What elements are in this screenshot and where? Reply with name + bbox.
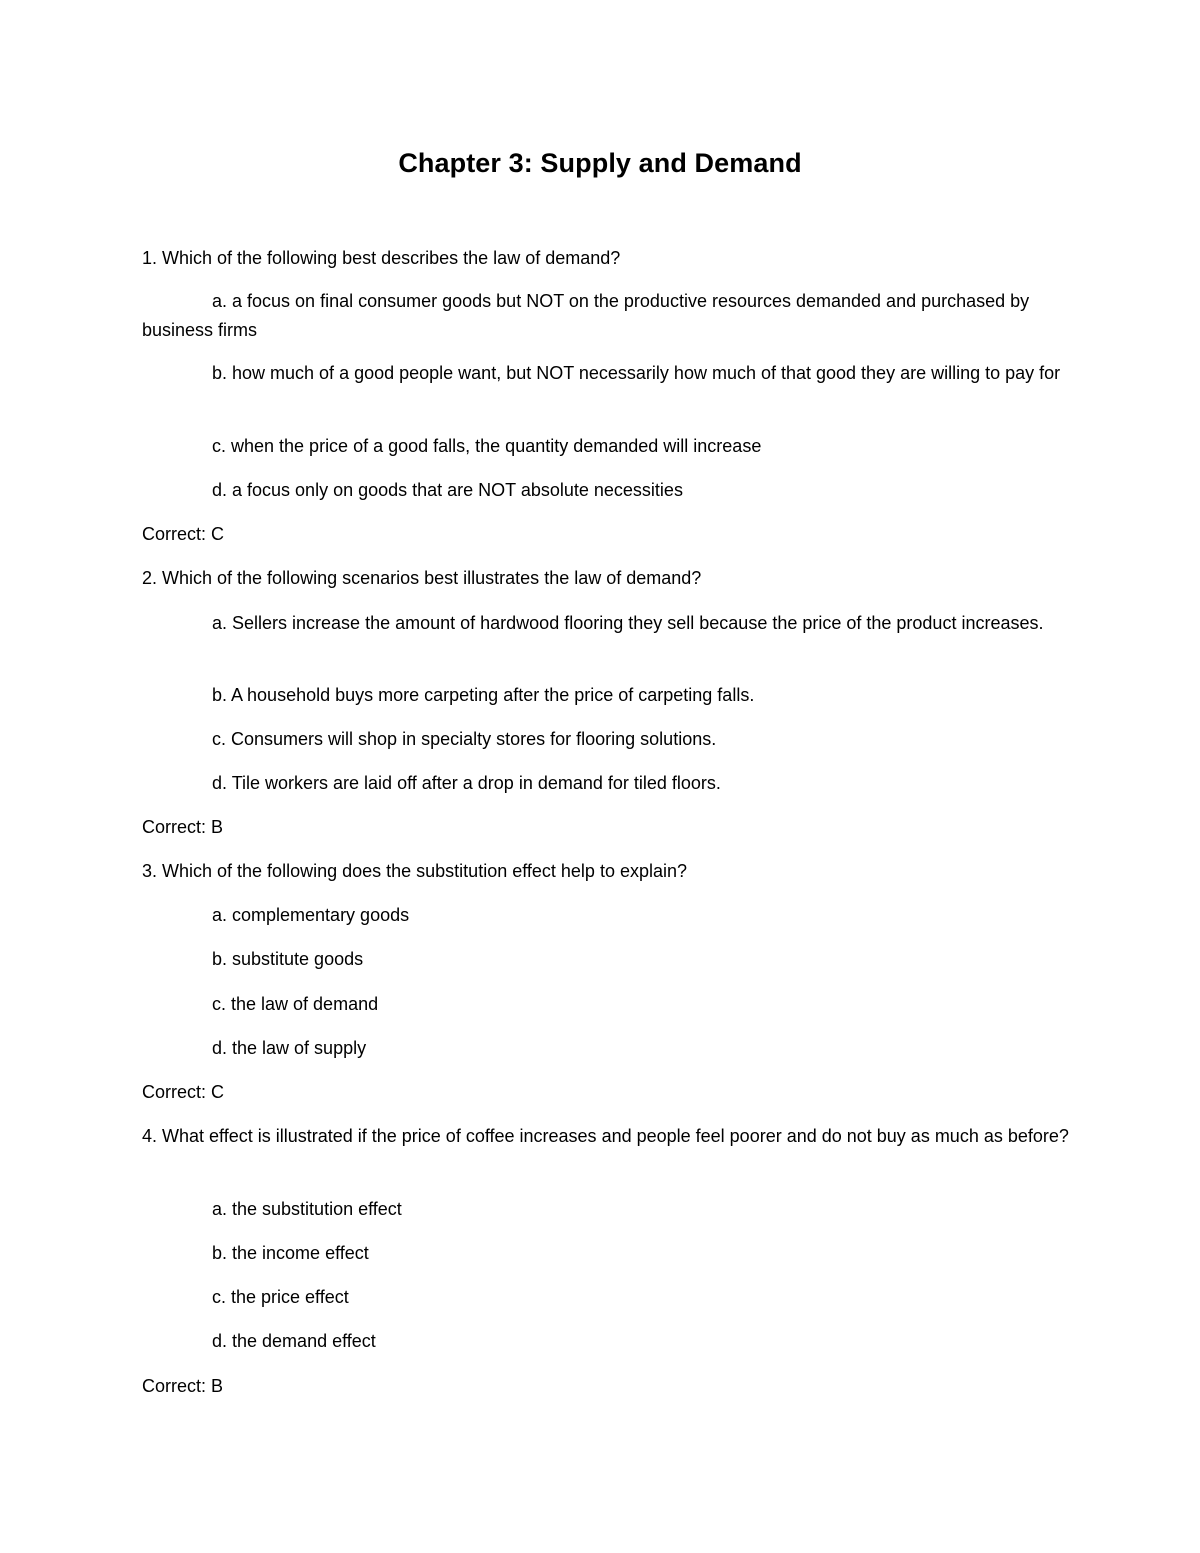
page-title: Chapter 3: Supply and Demand bbox=[398, 148, 802, 178]
question-3-stem: 3. Which of the following does the substitution effect help to explain? bbox=[142, 861, 688, 881]
question-2-option-b: b. A household buys more carpeting after the price of carpeting falls. bbox=[212, 685, 755, 705]
question-1-option-c: c. when the price of a good falls, the quantity demanded will increase bbox=[212, 436, 762, 456]
question-2-option-c: c. Consumers will shop in specialty stores for flooring solutions. bbox=[212, 729, 717, 749]
question-3-answer: Correct: C bbox=[142, 1082, 225, 1102]
question-2-option-a: a. Sellers increase the amount of hardwood flooring they sell because the price of the product increases. bbox=[212, 613, 1044, 633]
question-3-option-a: a. complementary goods bbox=[212, 905, 410, 925]
question-4-option-b: b. the income effect bbox=[212, 1243, 369, 1263]
question-3-option-b: b. substitute goods bbox=[212, 949, 364, 969]
question-1-option-d: d. a focus only on goods that are NOT absolute necessities bbox=[212, 480, 683, 500]
question-4-option-a: a. the substitution effect bbox=[212, 1199, 402, 1219]
question-3-option-d: d. the law of supply bbox=[212, 1038, 367, 1058]
question-1-option-b: b. how much of a good people want, but NOT necessarily how much of that good they are willing to pay for bbox=[212, 363, 1061, 383]
question-1-stem: 1. Which of the following best describes the law of demand? bbox=[142, 248, 621, 268]
question-1-answer: Correct: C bbox=[142, 524, 225, 544]
question-4-option-c: c. the price effect bbox=[212, 1287, 349, 1307]
question-2-answer: Correct: B bbox=[142, 817, 224, 837]
question-4-stem: 4. What effect is illustrated if the price of coffee increases and people feel poorer and do not buy as much as before? bbox=[142, 1126, 1069, 1146]
question-3-option-c: c. the law of demand bbox=[212, 994, 379, 1014]
question-2-stem: 2. Which of the following scenarios best illustrates the law of demand? bbox=[142, 568, 702, 588]
question-4-option-d: d. the demand effect bbox=[212, 1331, 376, 1351]
question-2-option-d: d. Tile workers are laid off after a drop in demand for tiled floors. bbox=[212, 773, 721, 793]
question-1-option-a: a. a focus on final consumer goods but NOT on the productive resources demanded and purchased by business firms bbox=[142, 291, 1030, 340]
question-4-answer: Correct: B bbox=[142, 1376, 224, 1396]
